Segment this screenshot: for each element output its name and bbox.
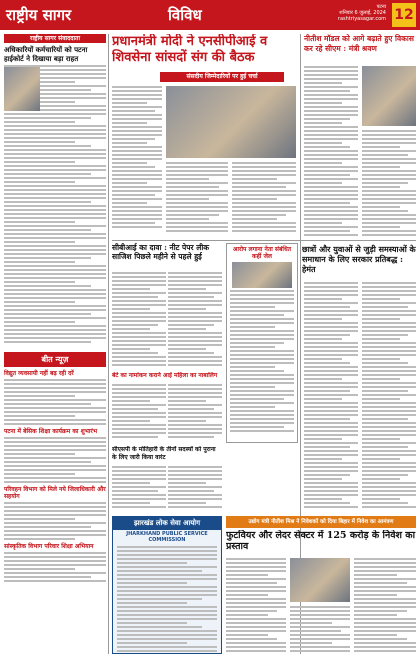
brief-headline-1: विद्युत व्यवसायी नहीं बढ़ रही दरें — [4, 370, 74, 377]
hemant-headline — [302, 244, 416, 278]
box-title: आरोप लगाना नेता संबंधित कहीं जेल — [232, 246, 292, 260]
left-story-headline: अधिकारियों कर्मचारियों को पटना हाईकोर्ट ने दिखाया बड़ा राहत — [4, 45, 88, 63]
news-bar: बीत न्यूज़ — [4, 352, 106, 367]
right-top-body-1 — [304, 66, 358, 238]
story5-headline-text: सीएसपी के मोतिहारी के तीनों सदस्यों को पुराना के लिए जारी किया वारंट — [112, 446, 216, 461]
neet-body-1 — [112, 272, 166, 368]
boxed-story — [226, 243, 298, 443]
lead-body-col-2 — [166, 162, 228, 238]
neet-headline-text: सीबीआई का दावा : नीट पेपर लीक साजिश पिछले महीने से पहले हुई — [112, 243, 210, 261]
bottom-kicker: उद्योग मंत्री नीतीश मिश्र ने निवेशकों को दिया बिहार में निवेश का आमंत्रण — [226, 516, 416, 528]
lead-subhead: संसदीय जिम्मेदारियों पर हुई चर्चा — [160, 72, 284, 82]
brief-headline-2: पटना में बेसिक शिक्षा कार्यक्रम का शुभारंभ — [4, 428, 98, 435]
bottom-body-1 — [226, 558, 286, 654]
bottom-photo — [290, 558, 350, 602]
advertisement — [112, 516, 222, 654]
right-top-headline — [304, 34, 416, 64]
story4-body-1 — [112, 384, 166, 442]
newspaper-name: राष्ट्रीय सागर — [6, 6, 72, 24]
section-title: विविध — [168, 6, 202, 24]
column-rule — [108, 34, 109, 654]
hemant-body-1 — [304, 282, 358, 512]
right-top-headline-text: नीतीश मॉडल को आगे बढ़ाते हुए विकास कर रहे सीएम : मंत्री श्रवण — [304, 34, 414, 53]
divider-right — [228, 240, 416, 241]
lead-headline-line-2: शिवसेना सांसदों संग की बैठक — [112, 50, 255, 65]
story5-body-2 — [168, 466, 222, 512]
right-top-body-2 — [362, 130, 416, 238]
story4-headline — [112, 372, 222, 384]
left-story-tag: राष्ट्रीय सागर संवाददाता — [4, 34, 106, 43]
lead-body-col-1 — [112, 86, 162, 236]
bottom-headline-text: फुटवियर और लेदर सेक्टर में 125 करोड़ के निवेश का प्रस्ताव — [226, 530, 416, 552]
ad-title: झारखंड लोक सेवा आयोग — [113, 517, 221, 530]
bottom-body-3 — [354, 558, 416, 654]
story5-headline — [112, 446, 222, 464]
brief-headline-4: सांस्कृतिक विभाग परिवार शिक्षा अभियान — [4, 543, 94, 550]
bottom-headline — [226, 530, 416, 554]
story4-body-2 — [168, 384, 222, 442]
lead-body-col-3 — [232, 162, 296, 238]
left-story — [4, 34, 106, 350]
hemant-headline-text: छात्रों और युवाओं से जुड़ी समस्याओं के समाधान के लिए सरकार प्रतिबद्ध : हेमंत — [302, 244, 416, 274]
lead-headline-line-1: प्रधानमंत्री मोदी ने एनसीपीआई व — [112, 34, 268, 49]
page-number: 12 — [392, 3, 416, 27]
dateline — [338, 4, 386, 22]
story5-body-1 — [112, 466, 166, 512]
bottom-body-2 — [290, 606, 350, 654]
city: पटना — [376, 4, 386, 10]
neet-body-2 — [168, 272, 222, 368]
brief-headline-3: परिवहन विभाग को मिले नये जिलाधिकारी और सहयोग — [4, 486, 106, 500]
neet-story-headline — [112, 243, 222, 269]
meeting-photo — [166, 86, 296, 158]
news-briefs — [4, 352, 106, 654]
person-photo — [4, 67, 40, 111]
box-photo — [232, 262, 292, 288]
ad-subtitle: JHARKHAND PUBLIC SERVICE COMMISSION — [126, 531, 208, 543]
minister-photo — [362, 66, 416, 126]
hemant-body-2 — [362, 282, 416, 512]
masthead — [0, 0, 420, 30]
website: rashtriyasagar.com — [337, 16, 386, 22]
story4-headline-text: बेटे का नामांकन कराने आई महिला का नाबालिग — [112, 372, 218, 379]
date: शनिवार 6 जुलाई, 2024 — [339, 10, 386, 16]
